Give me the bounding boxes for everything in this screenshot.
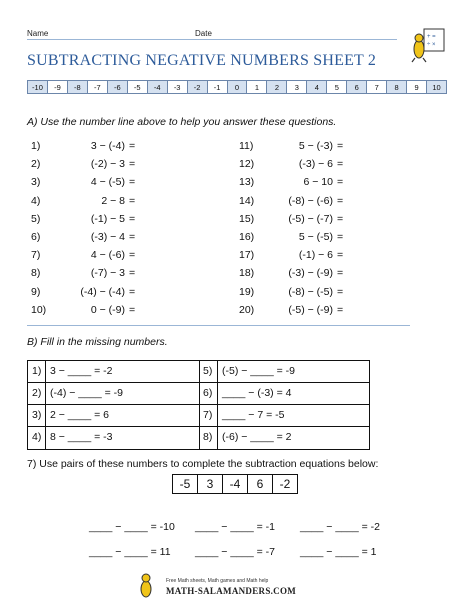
question-expression: (-5) − (-7) <box>288 212 333 225</box>
number-line-cell: 6 <box>347 81 367 93</box>
pair-number: 6 <box>248 475 273 493</box>
number-line-cell: -10 <box>28 81 48 93</box>
question-item <box>239 213 359 227</box>
question-number: 7) <box>31 249 41 262</box>
question-item <box>239 176 359 190</box>
row-number: 8) <box>203 431 213 443</box>
question-item <box>31 176 151 190</box>
number-line-cell: -8 <box>68 81 88 93</box>
question-expression: 3 − (-4) <box>90 140 125 152</box>
footer-tagline: Free Math sheets, Math games and Math help <box>166 578 269 584</box>
number-line-cell: -6 <box>108 81 128 93</box>
question-expression: (-5) − (-9) <box>288 303 333 316</box>
subtraction-equation: ____ − ____ = -7 <box>195 546 275 558</box>
question-expression: (-1) − 6 <box>298 249 333 262</box>
question-item <box>239 249 359 263</box>
question-item <box>31 195 151 209</box>
question-number: 19) <box>239 285 255 298</box>
question-item <box>239 140 359 154</box>
question-expression: (-1) − 5 <box>90 212 125 225</box>
section-a-heading: A) Use the number line above to help you answer these questions. <box>27 116 337 128</box>
question-number: 6) <box>31 231 41 243</box>
number-line-cell: -4 <box>148 81 168 93</box>
question-item <box>31 267 151 281</box>
subtraction-equation: ____ − ____ = -2 <box>300 521 380 533</box>
question-number: 13) <box>239 176 255 189</box>
subtraction-equation: ____ − ____ = 1 <box>300 546 377 558</box>
row-number: 6) <box>203 387 213 399</box>
question-number: 4) <box>31 194 41 207</box>
number-line-cell: -1 <box>208 81 228 93</box>
fill-in-table <box>27 360 370 450</box>
question-number: 17) <box>239 249 255 262</box>
number-line-cell: 8 <box>387 81 407 93</box>
number-line-cell: -3 <box>168 81 188 93</box>
pair-number: 3 <box>198 475 223 493</box>
question-item <box>31 249 151 263</box>
subtraction-equation: ____ − ____ = -10 <box>89 521 175 533</box>
question-item <box>239 286 359 300</box>
question-expression: (-3) − 4 <box>90 231 125 243</box>
question-item <box>31 158 151 172</box>
fill-in-equation: ____ − 7 = -5 <box>222 409 285 421</box>
question-expression: 6 − 10 <box>303 176 333 189</box>
question-expression: (-4) − (-4) <box>80 285 125 298</box>
row-number: 1) <box>32 365 42 377</box>
header-rule <box>27 39 397 40</box>
equals-sign: = <box>129 249 136 262</box>
table-row <box>28 383 369 405</box>
fill-in-equation: 2 − ____ = 6 <box>50 409 109 421</box>
equals-sign: = <box>129 303 136 316</box>
number-line-cell: -5 <box>128 81 148 93</box>
equals-sign: = <box>337 285 344 298</box>
question-number: 1) <box>31 140 41 152</box>
svg-text:÷ ×: ÷ × <box>427 42 436 48</box>
number-pairs-box <box>172 474 298 494</box>
question-number: 20) <box>239 303 255 316</box>
question-expression: 0 − (-9) <box>90 303 125 316</box>
row-number: 2) <box>32 387 42 399</box>
number-line-cell: 3 <box>287 81 307 93</box>
number-line-cell: 4 <box>307 81 327 93</box>
question-item <box>31 231 151 245</box>
footer-brand: MATH-SALAMANDERS.COM <box>166 586 297 596</box>
question-expression: (-8) − (-6) <box>288 194 333 207</box>
equals-sign: = <box>129 285 136 298</box>
equals-sign: = <box>337 212 344 225</box>
question-expression: 5 − (-3) <box>298 140 333 152</box>
svg-text:+ =: + = <box>427 34 436 40</box>
question-number: 10) <box>31 303 47 316</box>
number-line-cell: 0 <box>228 81 248 93</box>
question-expression: (-7) − 3 <box>90 267 125 280</box>
question-item <box>239 195 359 209</box>
equals-sign: = <box>129 231 136 243</box>
equals-sign: = <box>129 212 136 225</box>
equals-sign: = <box>129 267 136 280</box>
question-expression: 5 − (-5) <box>298 231 333 243</box>
question-item <box>31 286 151 300</box>
row-number: 4) <box>32 431 42 443</box>
number-line-cell: 2 <box>267 81 287 93</box>
fill-in-equation: 3 − ____ = -2 <box>50 365 113 377</box>
number-line-cell: 9 <box>407 81 427 93</box>
number-line-cell: -9 <box>48 81 68 93</box>
section-b-heading: B) Fill in the missing numbers. <box>27 336 168 348</box>
fill-in-equation: ____ − (-3) = 4 <box>222 387 292 399</box>
equals-sign: = <box>337 249 344 262</box>
fill-in-equation: (-6) − ____ = 2 <box>222 431 292 443</box>
row-number: 3) <box>32 409 42 421</box>
question-number: 5) <box>31 212 41 225</box>
table-row <box>28 405 369 427</box>
question-expression: (-2) − 3 <box>90 158 125 171</box>
equals-sign: = <box>337 267 344 280</box>
row-number: 7) <box>203 409 213 421</box>
number-line-cell: 7 <box>367 81 387 93</box>
question-number: 18) <box>239 267 255 280</box>
equals-sign: = <box>129 176 136 189</box>
question-number: 8) <box>31 267 41 280</box>
section-divider <box>27 325 410 326</box>
equals-sign: = <box>337 176 344 189</box>
question-expression: (-3) − 6 <box>298 158 333 171</box>
question-number: 16) <box>239 231 255 243</box>
equals-sign: = <box>337 303 344 316</box>
number-line-cell: 1 <box>247 81 267 93</box>
question-expression: (-3) − (-9) <box>288 267 333 280</box>
pair-number: -4 <box>223 475 248 493</box>
question-expression: (-8) − (-5) <box>288 285 333 298</box>
number-line-cell: 5 <box>327 81 347 93</box>
equals-sign: = <box>337 194 344 207</box>
footer-logo-icon <box>137 572 155 600</box>
question-item <box>31 140 151 154</box>
fill-in-equation: (-4) − ____ = -9 <box>50 387 123 399</box>
equals-sign: = <box>337 158 344 171</box>
question-number: 11) <box>239 140 254 152</box>
question-expression: 4 − (-6) <box>90 249 125 262</box>
pair-number: -2 <box>279 477 291 491</box>
question-item <box>31 213 151 227</box>
fill-in-equation: (-5) − ____ = -9 <box>222 365 295 377</box>
subtraction-equation: ____ − ____ = 11 <box>89 546 171 558</box>
table-row <box>28 361 369 383</box>
question-item <box>31 304 151 318</box>
equals-sign: = <box>129 194 136 207</box>
number-line-cell: 10 <box>427 81 446 93</box>
equals-sign: = <box>129 140 136 152</box>
page-title: SUBTRACTING NEGATIVE NUMBERS SHEET 2 <box>27 52 377 69</box>
date-label: Date <box>195 29 212 38</box>
number-line-cell: -2 <box>188 81 208 93</box>
row-number: 5) <box>203 365 213 377</box>
pair-number: -5 <box>173 475 198 493</box>
equals-sign: = <box>337 231 344 243</box>
subtraction-equation: ____ − ____ = -1 <box>195 521 275 533</box>
question-item <box>239 231 359 245</box>
equals-sign: = <box>337 140 344 152</box>
question-number: 14) <box>239 194 255 207</box>
salamander-logo <box>410 27 446 63</box>
question-expression: 2 − 8 <box>101 194 125 207</box>
table-row <box>28 427 369 449</box>
question-number: 9) <box>31 285 41 298</box>
fill-in-equation: 8 − ____ = -3 <box>50 431 113 443</box>
section-c-heading: 7) Use pairs of these numbers to complete the subtraction equations below: <box>27 458 379 470</box>
question-number: 2) <box>31 158 41 171</box>
question-expression: 4 − (-5) <box>90 176 125 189</box>
question-item <box>239 158 359 172</box>
question-number: 3) <box>31 176 41 189</box>
name-label: Name <box>27 29 49 38</box>
equals-sign: = <box>129 158 136 171</box>
question-item <box>239 304 359 318</box>
question-number: 12) <box>239 158 255 171</box>
number-line <box>27 80 447 94</box>
question-number: 15) <box>239 212 255 225</box>
number-line-cell: -7 <box>88 81 108 93</box>
question-item <box>239 267 359 281</box>
